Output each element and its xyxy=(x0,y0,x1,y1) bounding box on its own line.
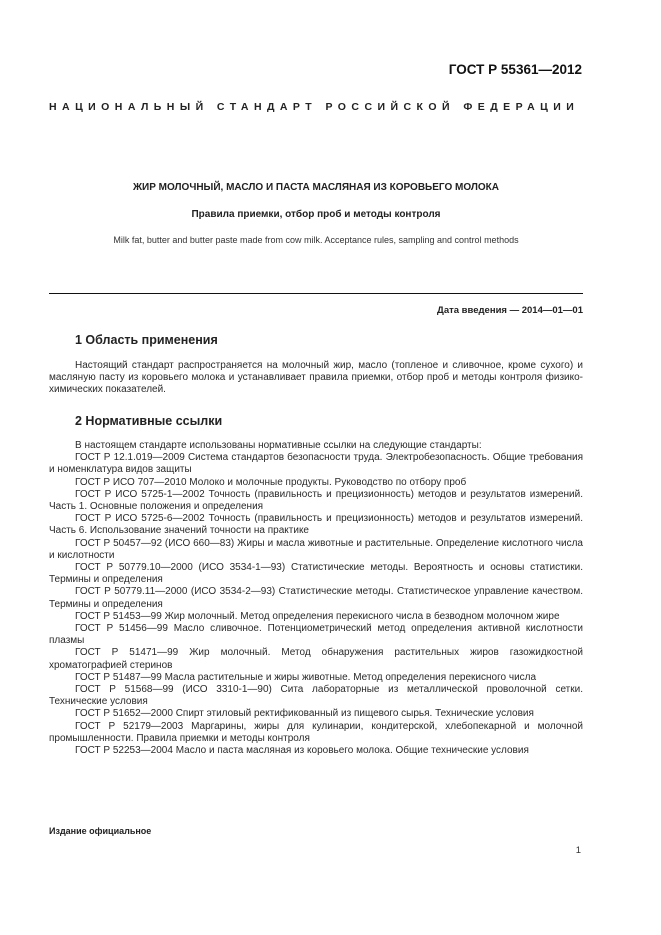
section-1-heading: 1 Область применения xyxy=(75,333,218,347)
reference-item: ГОСТ Р 51487—99 Масла растительные и жиры животные. Метод определения перекисного числа xyxy=(75,671,537,683)
reference-item: ГОСТ Р 50779.10—2000 (ИСО 3534-1—93) Статистические методы. Вероятность и основы статистики. Термины и определения xyxy=(49,562,583,586)
normative-references-list xyxy=(49,440,583,757)
reference-item: ГОСТ Р 50457—92 (ИСО 660—83) Жиры и масла животные и растительные. Определение кислотного числа и кислотности xyxy=(49,537,583,561)
introduction-date: Дата введения — 2014—01—01 xyxy=(437,305,583,316)
reference-item: ГОСТ Р ИСО 5725-6—2002 Точность (правильность и прецизионность) методов и результатов измерений. Часть 6. Использование значений точности на практике xyxy=(49,513,583,537)
page-number: 1 xyxy=(575,845,581,856)
reference-item: ГОСТ Р 51453—99 Жир молочный. Метод определения перекисного числа в безводном молочном жире xyxy=(75,610,560,622)
reference-item: ГОСТ Р 52179—2003 Маргарины, жиры для кулинарии, кондитерской, хлебопекарной и молочной промышленности. Правила приемки и методы контроля xyxy=(49,720,583,744)
document-subtitle: Правила приемки, отбор проб и методы контроля xyxy=(191,209,441,220)
reference-item: ГОСТ Р 51568—99 (ИСО 3310-1—90) Сита лабораторные из металлической проволочной сетки. Технические условия xyxy=(49,684,583,708)
reference-item: ГОСТ Р 51456—99 Масло сливочное. Потенциометрический метод определения активной кислотности плазмы xyxy=(49,623,583,647)
reference-item: ГОСТ Р ИСО 5725-1—2002 Точность (правильность и прецизионность) методов и результатов измерений. Часть 1. Основные положения и определения xyxy=(49,488,583,513)
document-title: ЖИР МОЛОЧНЫЙ, МАСЛО И ПАСТА МАСЛЯНАЯ ИЗ КОРОВЬЕГО МОЛОКА xyxy=(132,182,499,193)
document-title-english: Milk fat, butter and butter paste made from cow milk. Acceptance rules, sampling and control methods xyxy=(113,235,519,245)
national-standard-banner: НАЦИОНАЛЬНЫЙ СТАНДАРТ РОССИЙСКОЙ ФЕДЕРАЦИИ xyxy=(49,101,580,113)
reference-item: ГОСТ Р 52253—2004 Масло и паста масляная из коровьего молока. Общие технические условия xyxy=(75,745,529,757)
section-1-paragraph: Настоящий стандарт распространяется на молочный жир, масло (топленое и сливочное, кроме сухого) и масляную пасту из коровьего молока и устанавливает правила приемки, отбор проб и методы контроля физико-химических показателей. xyxy=(49,360,583,396)
horizontal-rule xyxy=(49,293,583,294)
reference-item: ГОСТ Р ИСО 707—2010 Молоко и молочные продукты. Руководство по отбору проб xyxy=(75,476,467,488)
official-edition-note: Издание официальное xyxy=(49,826,152,836)
reference-item: ГОСТ Р 51471—99 Жир молочный. Метод обнаружения растительных жиров газожидкостной хроматографией стеринов xyxy=(49,647,583,671)
reference-item: ГОСТ Р 12.1.019—2009 Система стандартов безопасности труда. Электробезопасность. Общие требования и номенклатура видов защиты xyxy=(49,452,583,476)
section-2-heading: 2 Нормативные ссылки xyxy=(75,414,223,428)
document-number: ГОСТ Р 55361—2012 xyxy=(448,62,582,77)
section-1-body xyxy=(49,360,583,397)
reference-item: ГОСТ Р 51652—2000 Спирт этиловый ректификованный из пищевого сырья. Технические условия xyxy=(75,708,534,720)
reference-item: ГОСТ Р 50779.11—2000 (ИСО 3534-2—93) Статистические методы. Статистическое управление качеством. Термины и определения xyxy=(49,586,583,610)
references-intro: В настоящем стандарте использованы нормативные ссылки на следующие стандарты: xyxy=(75,440,482,451)
